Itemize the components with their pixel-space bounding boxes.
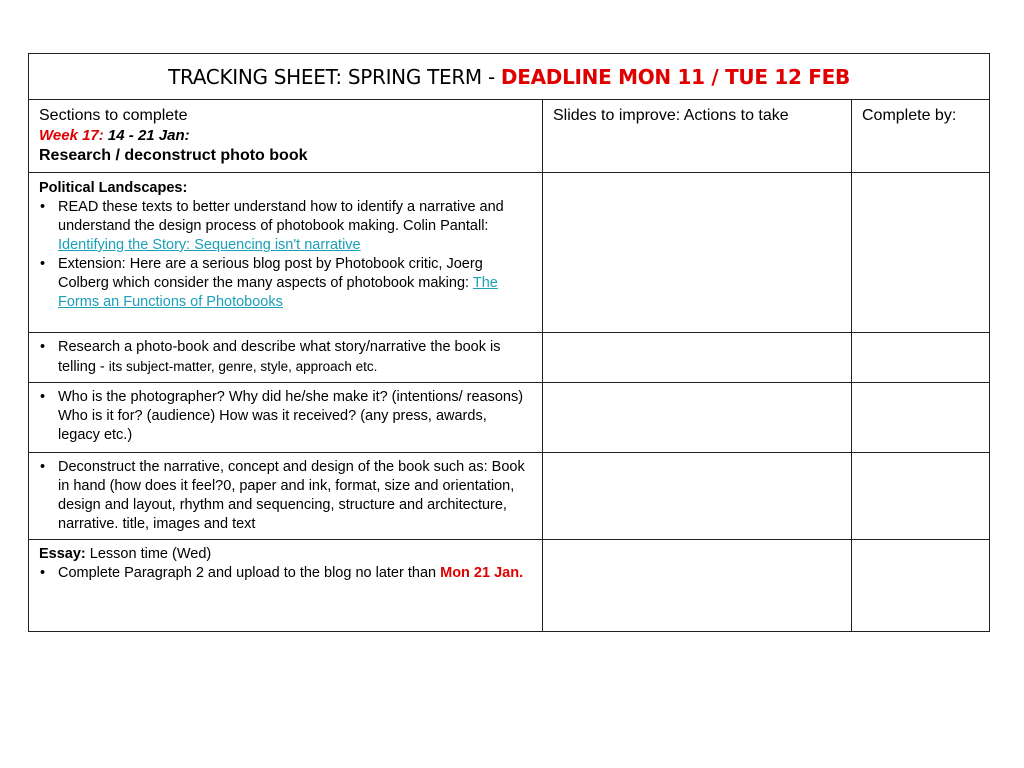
photographer-actions-cell[interactable] <box>543 383 852 453</box>
essay-actions-cell[interactable] <box>543 540 852 632</box>
header-sections-label: Sections to complete <box>39 107 188 124</box>
header-sections-cell <box>29 100 543 173</box>
research-photobook-cell <box>29 333 543 383</box>
essay-cell <box>29 540 543 632</box>
research-photobook-complete-by-cell[interactable] <box>852 333 990 383</box>
extension-text: Extension: Here are a serious blog post by Photobook critic, Joerg Colberg which consider the many aspects of photobook making: <box>58 256 483 291</box>
political-landscapes-actions-cell[interactable] <box>543 173 852 333</box>
essay-line <box>39 545 532 564</box>
essay-bullet-text: Complete Paragraph 2 and upload to the blog no later than <box>58 565 441 581</box>
essay-complete-by-cell[interactable] <box>852 540 990 632</box>
list-item <box>39 564 532 583</box>
title-row <box>29 54 990 100</box>
week-line <box>39 126 532 146</box>
political-landscapes-cell <box>29 173 543 333</box>
research-photobook-subtext: its subject-matter, genre, style, approach etc. <box>108 359 378 374</box>
essay-deadline: Mon 21 Jan. <box>440 565 524 581</box>
table-row-political-landscapes <box>29 173 990 333</box>
research-heading: Research / deconstruct photo book <box>39 147 308 164</box>
essay-label: Essay: <box>39 546 86 562</box>
week-label: Week 17: <box>39 127 104 144</box>
deconstruct-complete-by-cell[interactable] <box>852 453 990 540</box>
forms-functions-link[interactable]: The Forms an Functions of Photobooks <box>58 275 498 310</box>
list-item <box>39 338 532 377</box>
political-landscapes-list <box>39 198 532 312</box>
list-item <box>39 198 532 255</box>
header-slides-label: Slides to improve: Actions to take <box>553 107 789 124</box>
table-row-research-photobook <box>29 333 990 383</box>
title-prefix: TRACKING SHEET: SPRING TERM - <box>168 64 501 89</box>
header-slides-cell <box>543 100 852 173</box>
political-landscapes-complete-by-cell[interactable] <box>852 173 990 333</box>
essay-list <box>39 564 532 583</box>
photographer-list <box>39 388 532 445</box>
header-complete-by-label: Complete by: <box>862 107 957 124</box>
title-cell <box>29 54 990 100</box>
list-item <box>39 255 532 312</box>
deconstruct-actions-cell[interactable] <box>543 453 852 540</box>
essay-time: Lesson time (Wed) <box>85 546 212 562</box>
header-complete-by-cell <box>852 100 990 173</box>
identifying-story-link[interactable]: Identifying the Story: Sequencing isn't narrative <box>58 237 361 253</box>
read-texts-text: READ these texts to better understand how to identify a narrative and understand the design process of photobook making. Colin Pantall: <box>58 199 504 234</box>
table-row-deconstruct <box>29 453 990 540</box>
list-item: • Deconstruct the narrative, concept and design of the book such as: Book in hand (how does it feel?0, paper and ink, format, size and orientation, design and layout, rhythm and sequencing, structure and architecture, narrative. title, images and text <box>39 458 532 534</box>
deconstruct-list <box>39 458 532 534</box>
research-photobook-text: Research a photo-book and describe what story/narrative the book is telling - <box>58 339 501 375</box>
photographer-complete-by-cell[interactable] <box>852 383 990 453</box>
week-dates: 14 - 21 Jan: <box>103 127 190 144</box>
photographer-cell <box>29 383 543 453</box>
deconstruct-cell <box>29 453 543 540</box>
title-deadline: DEADLINE MON 11 / TUE 12 FEB <box>500 64 850 89</box>
tracking-sheet-table <box>28 53 990 632</box>
table-row-photographer <box>29 383 990 453</box>
list-item: • Who is the photographer? Why did he/she make it? (intentions/ reasons) Who is it for? (audience) How was it received? (any press, awards, legacy etc.) <box>39 388 532 445</box>
political-landscapes-heading: Political Landscapes: <box>39 180 188 196</box>
table-row-essay <box>29 540 990 632</box>
research-photobook-actions-cell[interactable] <box>543 333 852 383</box>
header-row <box>29 100 990 173</box>
research-photobook-list <box>39 338 532 377</box>
